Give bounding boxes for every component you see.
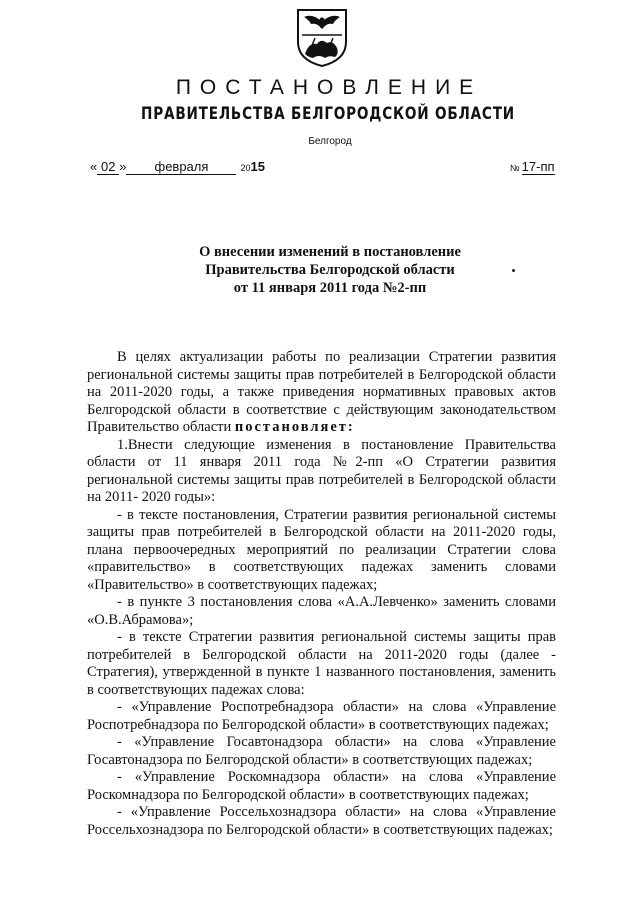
clause-paragraph: - в тексте постановления, Стратегии развития региональной системы защиты прав потребителей в Белгородской области на 2011-2020 годы, плана первоочередных мероприятий по реализации Стратегии слова «правительство» в соответствующих падежах заменить словами «Правительство» в соответствующих падежах; bbox=[87, 506, 556, 593]
issuer-title: ПРАВИТЕЛЬСТВА БЕЛГОРОДСКОЙ ОБЛАСТИ bbox=[141, 104, 515, 124]
clause-paragraph: 1.Внести следующие изменения в постановление Правительства области от 11 января 2011 года №2-пп «О Стратегии развития региональной системы защиты прав потребителей в Белгородской области на 2011- 2020 годы»: bbox=[87, 436, 556, 505]
city-name: Белгород bbox=[308, 136, 352, 147]
clause-paragraph: - в пункте 3 постановления слова «А.А.Левченко» заменить словами «О.В.Абрамова»; bbox=[87, 594, 556, 628]
preamble-text: В целях актуализации работы по реализации Стратегии развития региональной системы защиты прав потребителей в Белгородской области на 2011-2020 годы, а также приведения нормативных правовых актов Белгородской области в соответствие с действующим законодательством Правительство области bbox=[87, 349, 556, 435]
number-value: 17-пп bbox=[521, 159, 555, 174]
heading-line: от 11 января 2011 года №2-пп bbox=[233, 280, 427, 296]
coat-of-arms-icon bbox=[295, 8, 349, 68]
date-close-quote: » bbox=[119, 159, 127, 174]
clause-paragraph: - в тексте Стратегии развития региональной системы защиты прав потребителей в Белгородской области на 2011-2020 годы (далее - Стратегия), утвержденной в пункте 1 названного постановления, заменить в соответствующих падежах слова: bbox=[87, 629, 556, 698]
heading-line: О внесении изменений в постановление bbox=[199, 244, 461, 260]
document-body bbox=[87, 349, 556, 839]
date-year-prefix: 20 bbox=[240, 163, 251, 173]
resolves-keyword: постановляет: bbox=[234, 419, 355, 435]
document-heading bbox=[140, 243, 520, 297]
heading-line: Правительства Белгородской области bbox=[205, 262, 455, 278]
date-day: 02 bbox=[97, 159, 119, 175]
clause-paragraph: - «Управление Роспотребнадзора области» на слова «Управление Роспотребнадзора по Белгородской области» в соответствующих падежах; bbox=[87, 699, 556, 733]
document-number bbox=[510, 159, 555, 175]
clause-paragraph: - «Управление Госавтонадзора области» на слова «Управление Госавтонадзора по Белгородской области» в соответствующих падежах; bbox=[87, 734, 556, 768]
document-type-title: ПОСТАНОВЛЕНИЕ bbox=[175, 76, 483, 99]
preamble-paragraph bbox=[87, 349, 556, 437]
document-date bbox=[90, 159, 265, 175]
clause-paragraph: - «Управление Роскомнадзора области» на слова «Управление Роскомнадзора по Белгородской области» в соответствующих падежах; bbox=[87, 769, 556, 803]
date-year-suffix: 15 bbox=[250, 159, 265, 174]
date-month: февраля bbox=[126, 159, 236, 175]
number-label: № bbox=[510, 163, 520, 173]
date-open-quote: « bbox=[90, 159, 98, 174]
clause-paragraph: - «Управление Россельхознадзора области» на слова «Управление Россельхознадзора по Белгородской области» в соответствующих падежах; bbox=[87, 804, 556, 838]
